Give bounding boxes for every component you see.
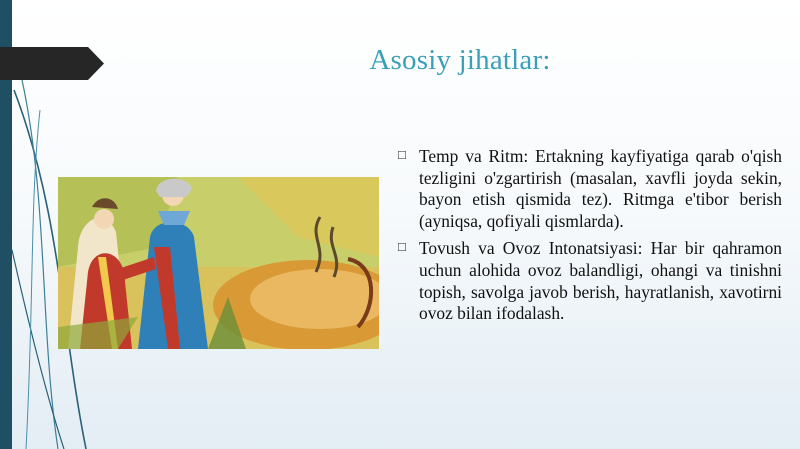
bullet-item-temp-ritm	[398, 146, 782, 232]
bullet-list	[398, 146, 782, 331]
bullet-text: Temp va Ritm: Ertakning kayfiyatiga qarab o'qish tezligini o'zgartirish (masalan, xavfli joyda sekin, bayon etish qismida tez). Ritmga e'tibor berish (ayniqsa, qofiyali qismlarda).	[419, 146, 782, 231]
bullet-item-tovush-ovoz	[398, 238, 782, 324]
slide-title: Asosiy jihatlar:	[369, 44, 551, 76]
bullet-square-icon: □	[398, 147, 406, 162]
title-tab-shape	[0, 47, 104, 80]
fairy-tale-illustration	[58, 177, 379, 349]
bullet-square-icon: □	[398, 239, 406, 255]
bullet-text: Tovush va Ovoz Intonatsiyasi: Har bir qahramon uchun alohida ovoz balandligi, ohangi va tinishni topish, savolga javob berish, hayratlanish, xavotirni ovoz bilan ifodalash.	[419, 238, 782, 324]
